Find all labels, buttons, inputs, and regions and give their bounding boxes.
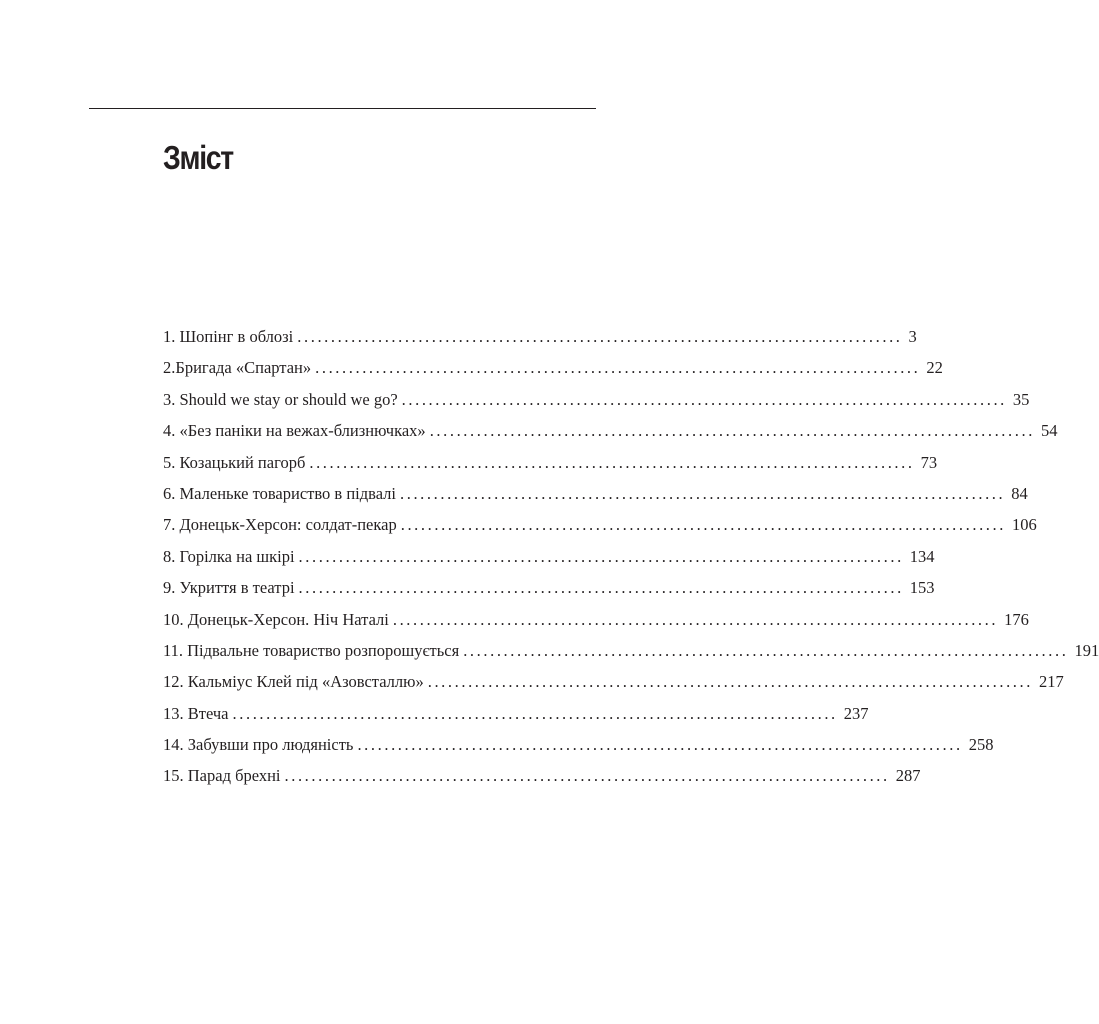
toc-entry-title: 6. Маленьке товариство в підвалі — [163, 483, 396, 503]
toc-entry[interactable] — [163, 635, 1099, 666]
table-of-contents — [163, 321, 1099, 792]
toc-entry[interactable] — [163, 384, 1030, 415]
toc-entry-title: 5. Козацький пагорб — [163, 452, 306, 472]
toc-entry-title: 9. Укриття в театрі — [163, 578, 295, 598]
dot-leader: .......................................................................................... — [298, 578, 904, 598]
toc-entry[interactable] — [163, 604, 1029, 635]
toc-entry[interactable] — [163, 666, 1064, 697]
toc-entry[interactable] — [163, 541, 935, 572]
toc-entry[interactable] — [163, 352, 943, 383]
toc-entry-page: 84 — [1011, 483, 1028, 503]
toc-entry-page: 22 — [926, 358, 943, 378]
dot-leader: .......................................................................................... — [392, 609, 999, 629]
toc-entry-page: 237 — [843, 703, 869, 723]
toc-entry-page: 73 — [920, 452, 938, 472]
toc-entry[interactable] — [163, 509, 1037, 540]
toc-entry-title: 14. Забувши про людяність — [163, 735, 354, 755]
toc-entry[interactable] — [163, 729, 994, 760]
toc-entry[interactable] — [163, 572, 935, 603]
toc-entry-page: 106 — [1011, 515, 1037, 535]
toc-entry-title: 2.Бригада «Спартан» — [163, 358, 312, 378]
toc-entry-title: 15. Парад брехні — [163, 766, 281, 786]
header-rule — [89, 108, 596, 109]
toc-entry-page: 153 — [909, 578, 935, 598]
dot-leader: .......................................................................................... — [463, 640, 1069, 660]
toc-entry-page: 3 — [908, 327, 917, 346]
toc-entry[interactable] — [163, 760, 921, 791]
dot-leader: .......................................................................................... — [297, 327, 903, 346]
toc-entry-title: 1. Шопінг в облозі — [163, 327, 294, 346]
toc-entry-page: 258 — [968, 735, 994, 755]
dot-leader: .......................................................................................... — [315, 358, 921, 378]
dot-leader: .......................................................................................... — [298, 546, 904, 566]
page-title: Зміст — [163, 139, 233, 176]
dot-leader: .......................................................................................... — [309, 452, 915, 472]
toc-entry-title: 3. Should we stay or should we go? — [163, 389, 398, 409]
dot-leader: .......................................................................................... — [357, 735, 963, 755]
toc-entry-title: 10. Донецьк-Херсон. Ніч Наталі — [163, 609, 389, 629]
dot-leader: .......................................................................................... — [284, 766, 890, 786]
dot-leader: .......................................................................................... — [400, 515, 1006, 535]
toc-entry[interactable] — [163, 415, 1058, 446]
dot-leader: .......................................................................................... — [427, 672, 1033, 692]
toc-entry-title: 12. Кальміус Клей під «Азовсталлю» — [163, 672, 424, 692]
toc-entry-page: 54 — [1040, 421, 1058, 441]
toc-entry[interactable] — [163, 447, 938, 478]
toc-entry-title: 7. Донецьк-Херсон: солдат-пекар — [163, 515, 397, 535]
toc-entry[interactable] — [163, 698, 869, 729]
dot-leader: .......................................................................................... — [401, 389, 1007, 409]
toc-entry-title: 8. Горілка на шкірі — [163, 546, 295, 566]
toc-entry-page: 134 — [909, 546, 935, 566]
dot-leader: .......................................................................................... — [400, 483, 1006, 503]
toc-entry-page: 176 — [1004, 609, 1029, 629]
toc-entry-page: 217 — [1038, 672, 1064, 692]
toc-entry-title: 4. «Без паніки на вежах-близнючках» — [163, 421, 426, 441]
toc-entry[interactable] — [163, 321, 917, 352]
toc-entry-page: 191 — [1074, 640, 1099, 660]
dot-leader: .......................................................................................... — [429, 421, 1035, 441]
toc-entry-page: 287 — [895, 766, 921, 786]
toc-entry[interactable] — [163, 478, 1028, 509]
dot-leader: .......................................................................................... — [232, 703, 838, 723]
toc-entry-page: 35 — [1012, 389, 1030, 409]
toc-entry-title: 11. Підвальне товариство розпорошується — [163, 640, 460, 660]
toc-entry-title: 13. Втеча — [163, 703, 229, 723]
